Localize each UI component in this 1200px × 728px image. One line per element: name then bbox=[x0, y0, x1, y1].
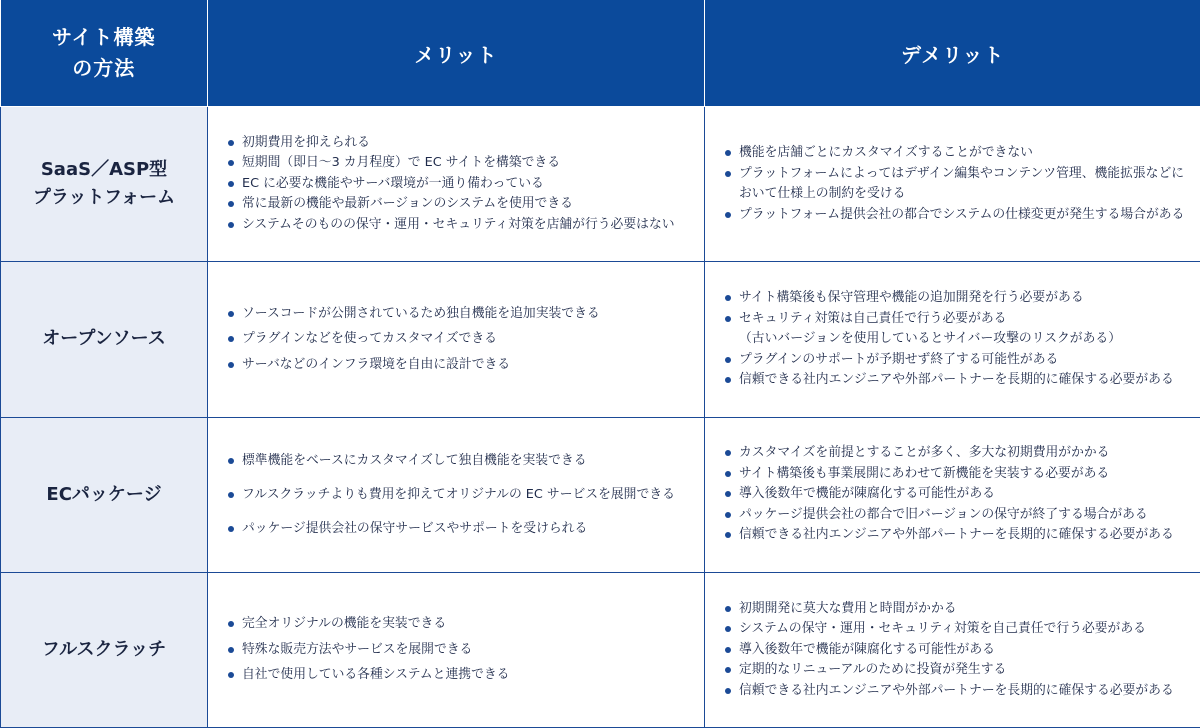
list-item: EC に必要な機能やサーバ環境が一通り備わっている bbox=[228, 174, 690, 195]
list-item: フルスクラッチよりも費用を抑えてオリジナルの EC サービスを展開できる bbox=[228, 482, 690, 508]
list-item: プラットフォームによってはデザイン編集やコンテンツ管理、機能拡張などにおいて仕様上の制約を受ける bbox=[725, 164, 1186, 205]
demerit-list bbox=[705, 599, 1200, 702]
method-label: SaaS／ASP型 プラットフォーム bbox=[32, 159, 176, 209]
list-item: カスタマイズを前提とすることが多く、多大な初期費用がかかる bbox=[725, 443, 1186, 464]
list-item: 初期開発に莫大な費用と時間がかかる bbox=[725, 599, 1186, 620]
header-demerit: デメリット bbox=[705, 0, 1200, 107]
list-item: プラグインなどを使ってカスタマイズできる bbox=[228, 329, 690, 350]
method-cell bbox=[1, 572, 208, 727]
merit-list bbox=[208, 448, 704, 542]
row-full-scratch bbox=[1, 572, 1200, 727]
list-item: 信頼できる社内エンジニアや外部パートナーを長期的に確保する必要がある bbox=[725, 681, 1186, 702]
list-item: 短期間（即日〜3 カ月程度）で EC サイトを構築できる bbox=[228, 153, 690, 174]
list-item: サイト構築後も保守管理や機能の追加開発を行う必要がある bbox=[725, 288, 1186, 309]
list-item: プラットフォーム提供会社の都合でシステムの仕様変更が発生する場合がある bbox=[725, 205, 1186, 226]
method-cell bbox=[1, 417, 208, 572]
list-item: 特殊な販売方法やサービスを展開できる bbox=[228, 640, 690, 661]
demerit-cell bbox=[705, 107, 1200, 262]
row-ec-package bbox=[1, 417, 1200, 572]
list-item: パッケージ提供会社の保守サービスやサポートを受けられる bbox=[228, 516, 690, 542]
list-item: システムそのものの保守・運用・セキュリティ対策を店舗が行う必要はない bbox=[228, 215, 690, 236]
demerit-list bbox=[705, 288, 1200, 391]
demerit-list bbox=[705, 143, 1200, 225]
merit-list bbox=[208, 304, 704, 376]
demerit-cell bbox=[705, 417, 1200, 572]
demerit-cell bbox=[705, 262, 1200, 417]
list-item: パッケージ提供会社の都合で旧バージョンの保守が終了する場合がある bbox=[725, 505, 1186, 526]
list-item: サイト構築後も事業展開にあわせて新機能を実装する必要がある bbox=[725, 464, 1186, 485]
list-item: 常に最新の機能や最新バージョンのシステムを使用できる bbox=[228, 194, 690, 215]
list-item: システムの保守・運用・セキュリティ対策を自己責任で行う必要がある bbox=[725, 619, 1186, 640]
list-item: 初期費用を抑えられる bbox=[228, 133, 690, 154]
method-label: ECパッケージ bbox=[46, 483, 162, 505]
list-item: 導入後数年で機能が陳腐化する可能性がある bbox=[725, 484, 1186, 505]
merit-cell bbox=[208, 417, 705, 572]
list-item: 標準機能をベースにカスタマイズして独自機能を実装できる bbox=[228, 448, 690, 474]
merit-list bbox=[208, 133, 704, 236]
method-cell bbox=[1, 262, 208, 417]
merit-list bbox=[208, 614, 704, 686]
list-item: サーバなどのインフラ環境を自由に設計できる bbox=[228, 355, 690, 376]
header-merit: メリット bbox=[208, 0, 705, 107]
method-cell bbox=[1, 107, 208, 262]
list-item: 完全オリジナルの機能を実装できる bbox=[228, 614, 690, 635]
list-item: ソースコードが公開されているため独自機能を追加実装できる bbox=[228, 304, 690, 325]
method-label: フルスクラッチ bbox=[41, 638, 167, 660]
list-item: 信頼できる社内エンジニアや外部パートナーを長期的に確保する必要がある bbox=[725, 370, 1186, 391]
merit-cell bbox=[208, 107, 705, 262]
demerit-list bbox=[705, 443, 1200, 546]
list-item: 自社で使用している各種システムと連携できる bbox=[228, 665, 690, 686]
merit-cell bbox=[208, 572, 705, 727]
merit-cell bbox=[208, 262, 705, 417]
method-label: オープンソース bbox=[42, 328, 166, 350]
demerit-cell bbox=[705, 572, 1200, 727]
list-item: 機能を店舗ごとにカスタマイズすることができない bbox=[725, 143, 1186, 164]
list-item: 導入後数年で機能が陳腐化する可能性がある bbox=[725, 640, 1186, 661]
header-method bbox=[1, 0, 208, 107]
header-row bbox=[1, 0, 1200, 107]
header-method-label: サイト構築 の方法 bbox=[51, 25, 156, 80]
row-saas bbox=[1, 107, 1200, 262]
list-item: 信頼できる社内エンジニアや外部パートナーを長期的に確保する必要がある bbox=[725, 525, 1186, 546]
row-open-source bbox=[1, 262, 1200, 417]
list-item: プラグインのサポートが予期せず終了する可能性がある bbox=[725, 350, 1186, 371]
list-item: セキュリティ対策は自己責任で行う必要がある （古いバージョンを使用しているとサイバー攻撃のリスクがある） bbox=[725, 309, 1186, 350]
list-item: 定期的なリニューアルのために投資が発生する bbox=[725, 660, 1186, 681]
